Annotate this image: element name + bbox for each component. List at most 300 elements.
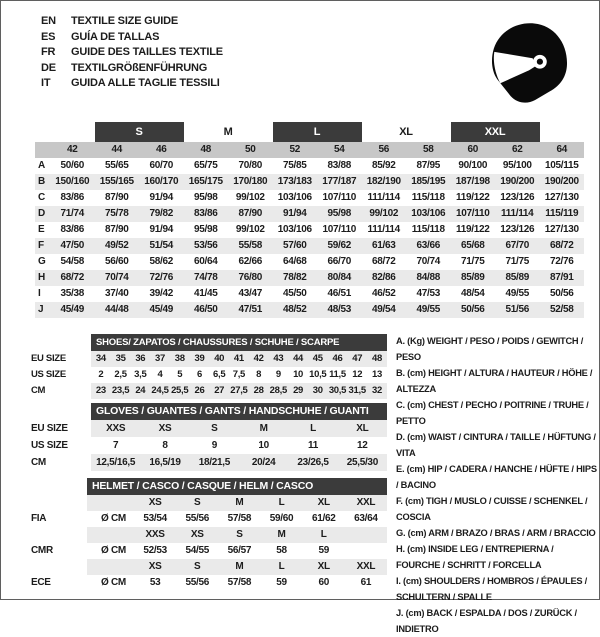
size-value: 46 [328,351,348,367]
measurement-value: 95/98 [193,224,218,235]
measurement-value: 123/126 [500,192,535,203]
size-value: 23/26,5 [288,454,337,471]
measurement-value: 41/45 [193,288,218,299]
size-value: 56/57 [227,545,252,556]
size-value: M [218,495,260,511]
measurement-row-label: F [35,238,50,254]
size-value: 10 [293,369,304,380]
measurement-value: 103/106 [277,224,312,235]
measurement-value: 52/58 [540,302,585,318]
size-value: M [218,559,260,575]
measurement-value: 60/70 [149,160,174,171]
measurement-value: 107/110 [322,192,356,203]
size-group-spacer [35,122,95,142]
sub-row-label: CM [29,454,91,471]
size-value: L [288,420,337,437]
size-value: XXL [345,559,387,575]
measurement-row [35,158,584,174]
size-value: 13 [372,369,383,380]
size-value: S [190,420,239,437]
measurement-value: 71/75 [505,256,530,267]
measurement-value: 39/42 [149,288,174,299]
sub-row-label: US SIZE [29,367,91,383]
measurement-value: 107/110 [451,206,496,222]
title-spacer [29,334,91,351]
size-value: 31,5 [347,383,367,399]
size-value: 30,5 [328,383,348,399]
measurement-value: 49/52 [95,238,140,254]
size-group-header: L [273,122,362,142]
size-value: 43 [268,351,288,367]
size-value: 53/54 [143,513,167,524]
diameter-unit: Ø CM [101,577,126,588]
size-value: 60 [318,577,329,588]
measurement-row-label: D [35,206,50,222]
language-row [41,30,223,46]
measurement-value: 155/165 [95,174,140,190]
size-value: S [176,559,218,575]
size-value: XL [338,420,387,437]
size-value: 7,5 [232,369,246,380]
size-value: L [260,559,302,575]
measurement-row-label: I [38,288,41,299]
measurement-value: 111/114 [495,206,540,222]
sub-row-label: FIA [29,511,87,527]
title-spacer [29,403,91,420]
measurement-value: 64/68 [282,256,307,267]
measurement-value: 78/82 [273,270,318,286]
size-number-spacer [35,142,50,158]
legend-item: G. (cm) ARM / BRAZO / BRAS / ARM / BRACCIO [396,528,596,538]
measurement-value: 68/72 [50,270,95,286]
measurement-value: 119/122 [456,224,490,235]
size-value: 23 [91,383,111,399]
size-group-header: S [95,122,184,142]
measurement-value: 49/55 [406,302,451,318]
size-value: M [260,527,302,543]
size-value: 44 [288,351,308,367]
measurement-value: 87/90 [228,206,273,222]
measurement-row-label: J [35,302,50,318]
size-value: 11 [307,440,318,451]
diameter-unit [87,559,134,575]
sub-table-row [29,351,387,367]
legend-item: A. (Kg) WEIGHT / PESO / POIDS / GEWITCH / PESO [396,336,584,362]
measurement-value: 68/72 [540,238,585,254]
measurement-value: 90/100 [458,160,488,171]
sub-table-title: HELMET / CASCO / CASQUE / HELM / CASCO [87,478,387,495]
measurement-value: 55/58 [228,238,273,254]
size-number: 48 [184,142,229,158]
size-value: 41 [229,351,249,367]
measurement-value: 170/180 [228,174,273,190]
size-value: S [176,495,218,511]
size-number: 64 [540,142,585,158]
measurement-value: 182/190 [362,174,407,190]
measurement-value: 111/114 [367,192,400,203]
size-value: L [303,527,345,543]
size-value: 29 [288,383,308,399]
size-value: 12 [352,369,363,380]
sub-row-label: EU SIZE [29,420,91,437]
size-value: XS [134,559,176,575]
size-number: 44 [95,142,140,158]
diameter-unit [87,495,134,511]
measurement-value: 87/95 [416,160,441,171]
measurement-value: 82/86 [362,270,407,286]
measurement-value: 84/88 [406,270,451,286]
size-value: 28,5 [268,383,288,399]
measurement-value: 45/49 [139,302,184,318]
size-value: 2 [98,369,104,380]
sub-table-row [29,575,387,591]
measurement-value: 91/94 [149,224,174,235]
measurement-value: 47/53 [416,288,441,299]
measurement-row [35,174,584,190]
language-title: TEXTILE SIZE GUIDE [71,15,179,27]
size-value: XS [140,420,189,437]
size-value: 5 [177,369,183,380]
size-value: 45 [308,351,328,367]
sub-table-row [29,454,387,471]
measurement-value: 173/183 [273,174,318,190]
language-code: ES [41,30,56,43]
measurement-value: 45/49 [50,302,95,318]
measurement-value: 49/54 [362,302,407,318]
legend-item: C. (cm) CHEST / PECHO / POITRINE / TRUHE / PETTO [396,400,589,426]
sub-row-label: CM [29,383,91,399]
sub-table-title-row [29,478,387,495]
sub-row-label: EU SIZE [29,351,91,367]
size-value: 24 [130,383,150,399]
size-value: 25,5 [170,383,190,399]
measurement-row-label: B [35,174,50,190]
sub-table-row [29,511,387,527]
measurement-value: 50/56 [549,288,574,299]
size-number: 54 [317,142,362,158]
language-code: IT [41,77,51,90]
measurement-value: 74/78 [184,270,229,286]
size-group-header: XL [399,126,413,138]
measurement-value: 49/55 [505,288,530,299]
measurement-value: 61/63 [362,238,407,254]
size-value: 48 [367,351,387,367]
measurement-value: 85/89 [495,270,540,286]
legend-item: F. (cm) TIGH / MUSLO / CUISSE / SCHENKEL / COSCIA [396,496,588,522]
language-row [41,14,223,30]
measurement-value: 123/126 [500,224,535,235]
size-value: 34 [91,351,111,367]
size-value: 42 [249,351,269,367]
size-value: 9 [211,440,217,451]
legend-item: E. (cm) HIP / CADERA / HANCHE / HÜFTE / HIPS / BACINO [396,464,597,490]
measurement-value: 87/90 [104,192,129,203]
measurement-value: 59/62 [317,238,362,254]
measurement-value: 150/160 [50,174,95,190]
sub-table-row [29,527,387,543]
measurement-row [35,270,584,286]
measurement-row-label: H [35,270,50,286]
size-value: 32 [367,383,387,399]
measurement-row [35,222,584,238]
language-row [41,45,223,61]
sub-row-label: US SIZE [29,437,91,454]
language-title: TEXTILGRÖßENFÜHRUNG [71,61,208,74]
measurement-value: 85/89 [451,270,496,286]
language-title-list [41,14,223,92]
measurement-row [35,254,584,270]
language-title: GUÍA DE TALLAS [71,30,160,43]
measurement-value: 165/175 [184,174,229,190]
size-value: L [260,495,302,511]
measurement-value: 83/86 [60,192,85,203]
sub-row-label [29,559,87,575]
measurement-row-label: C [38,192,45,203]
measurement-value: 99/102 [362,206,407,222]
size-value: M [239,420,288,437]
size-value: 58 [276,545,287,556]
size-number: 60 [451,142,496,158]
size-value: 38 [170,351,190,367]
measurement-value: 63/66 [406,238,451,254]
title-spacer [29,478,87,495]
size-value: 12,5/16,5 [91,454,140,471]
measurement-value: 115/118 [411,224,445,235]
size-group-row [35,122,584,142]
measurement-legend [396,333,598,637]
measurement-value: 95/100 [502,160,532,171]
measurement-value: 45/50 [282,288,307,299]
size-group-header: M [223,126,233,138]
sub-table-row [29,495,387,511]
measurement-value: 68/72 [371,256,396,267]
size-group-spacer [540,122,585,142]
size-value: 54/55 [185,545,209,556]
language-row [41,61,223,77]
sub-table-title-row [29,403,387,420]
measurement-value: 57/60 [273,238,318,254]
measurement-value: 43/47 [238,288,263,299]
size-value: 26 [190,383,210,399]
measurement-value: 46/50 [184,302,229,318]
measurement-value: 70/74 [416,256,441,267]
measurement-value: 50/56 [451,302,496,318]
measurement-value: 71/75 [460,256,485,267]
sub-row-label: ECE [29,575,87,591]
size-value: 57/58 [227,513,252,524]
size-value: 59 [318,545,329,556]
size-value: 63/64 [354,513,378,524]
main-size-table [35,122,584,318]
size-value: XXS [91,420,140,437]
legend-item: J. (cm) BACK / ESPALDA / DOS / ZURÜCK / INDIETRO [396,608,577,634]
measurement-value: 50/60 [60,160,85,171]
size-value: 61 [360,577,372,588]
measurement-value: 103/106 [277,192,312,203]
sub-table-row [29,543,387,559]
diameter-unit [87,527,134,543]
measurement-value: 83/88 [327,160,352,171]
size-value: 7 [113,440,119,451]
size-value: 55/56 [185,513,209,524]
measurement-value: 35/38 [60,288,85,299]
size-value: 25,5/30 [338,454,387,471]
size-value: 24,5 [150,383,170,399]
measurement-value: 91/94 [273,206,318,222]
measurement-value: 115/119 [540,206,585,222]
measurement-value: 72/76 [549,256,574,267]
size-value: 27 [209,383,229,399]
sub-table-title: GLOVES / GUANTES / GANTS / HANDSCHUHE / GUANTI [91,403,387,420]
measurement-value: 51/56 [495,302,540,318]
diameter-unit: Ø CM [101,545,126,556]
size-value: 37 [150,351,170,367]
measurement-value: 87/90 [104,224,129,235]
size-value: 6 [196,369,202,380]
measurement-value: 83/86 [60,224,85,235]
size-value: 9 [275,369,281,380]
measurement-value: 55/65 [104,160,129,171]
measurement-value: 103/106 [406,206,451,222]
measurement-value: 127/130 [544,192,579,203]
sub-table-title-row [29,334,387,351]
language-title: GUIDA ALLE TAGLIE TESSILI [71,77,220,90]
measurement-value: 76/80 [228,270,273,286]
measurement-value: 48/54 [460,288,485,299]
sub-table-row [29,383,387,399]
size-value: XL [303,559,345,575]
size-value [345,543,387,559]
sub-row-label: CMR [29,543,87,559]
measurement-value: 111/114 [367,224,400,235]
size-value: 11,5 [329,369,346,380]
measurement-value: 46/51 [327,288,352,299]
measurement-row [35,206,584,222]
sub-table-row [29,437,387,454]
measurement-value: 72/76 [139,270,184,286]
measurement-value: 160/170 [139,174,184,190]
measurement-value: 70/80 [238,160,263,171]
legend-item: D. (cm) WAIST / CINTURA / TAILLE / HÜFTUNG / VITA [396,432,596,458]
measurement-value: 70/74 [95,270,140,286]
measurement-row-label: A [38,160,45,171]
measurement-row [35,302,584,318]
sub-table-row [29,367,387,383]
size-number: 62 [495,142,540,158]
sub-row-label [29,527,87,543]
measurement-value: 75/85 [282,160,307,171]
shoes-table [29,334,387,399]
size-value: 8 [256,369,262,380]
measurement-value: 62/66 [238,256,263,267]
size-value: 20/24 [239,454,288,471]
measurement-value: 65/68 [451,238,496,254]
measurement-row [35,190,584,206]
measurement-value: 95/98 [317,206,362,222]
size-number: 42 [50,142,95,158]
size-value: 53 [149,577,161,588]
measurement-row [35,286,584,302]
measurement-value: 66/70 [327,256,352,267]
size-value: 27,5 [229,383,249,399]
size-value: 59/60 [269,513,294,524]
language-row [41,76,223,92]
measurement-value: 58/62 [149,256,174,267]
measurement-value: 119/122 [456,192,490,203]
measurement-value: 190/200 [495,174,540,190]
legend-item: I. (cm) SHOULDERS / HOMBROS / ÉPAULES / SCHULTERN / SPALLE [396,576,588,602]
size-value: 35 [111,351,131,367]
size-value: S [218,527,260,543]
size-value: 55/56 [185,577,209,588]
gloves-table [29,403,387,471]
measurement-value: 85/92 [371,160,396,171]
size-value: 10,5 [309,369,327,380]
measurement-value: 51/54 [139,238,184,254]
size-value: 6,5 [213,369,226,380]
measurement-value: 105/115 [545,160,579,171]
language-title: GUIDE DES TAILLES TEXTILE [71,46,223,59]
measurement-value: 187/198 [451,174,496,190]
sub-row-label [29,495,87,511]
size-value: 8 [162,440,168,451]
measurement-value: 91/94 [149,192,174,203]
size-value: 57/58 [227,577,252,588]
measurement-value: 95/98 [193,192,218,203]
legend-item: H. (cm) INSIDE LEG / ENTREPIERNA / FOURCHE / SCHRITT / FORCELLA [396,544,554,570]
size-number-row [35,142,584,158]
helmet-size-table [29,478,387,591]
measurement-value: 47/50 [50,238,95,254]
size-value: 61/62 [311,513,336,524]
size-value: 59 [276,577,287,588]
size-value: XL [303,495,345,511]
measurement-value: 46/52 [371,288,396,299]
measurement-value: 48/53 [317,302,362,318]
measurement-value: 127/130 [544,224,579,235]
measurement-value: 56/60 [104,256,129,267]
sub-table-row [29,559,387,575]
measurement-value: 115/118 [411,192,445,203]
measurement-row-label: G [38,256,46,267]
size-value: XS [176,527,218,543]
size-value: 12 [357,440,368,451]
measurement-value: 87/91 [540,270,585,286]
measurement-value: 99/102 [235,224,265,235]
language-code: DE [41,61,56,74]
size-value: XXL [345,495,387,511]
size-number: 52 [273,142,318,158]
size-value: 30 [308,383,328,399]
measurement-value: 185/195 [406,174,451,190]
measurement-value: 99/102 [235,192,265,203]
sub-table-row [29,420,387,437]
measurement-value: 75/78 [95,206,140,222]
sub-table-title: SHOES/ ZAPATOS / CHAUSSURES / SCHUHE / SCARPE [91,334,387,351]
measurement-value: 67/70 [495,238,540,254]
size-value: 36 [130,351,150,367]
legend-item: B. (cm) HEIGHT / ALTURA / HAUTEUR / HÖHE / ALTEZZA [396,368,593,394]
language-code: FR [41,46,56,59]
size-value: 23,5 [111,383,131,399]
size-value [345,527,387,543]
measurement-value: 71/74 [50,206,95,222]
size-value: 16,5/19 [140,454,189,471]
size-value: 3,5 [134,369,147,380]
size-value: 39 [190,351,210,367]
size-value: 18/21,5 [190,454,239,471]
size-value: 2,5 [114,369,127,380]
